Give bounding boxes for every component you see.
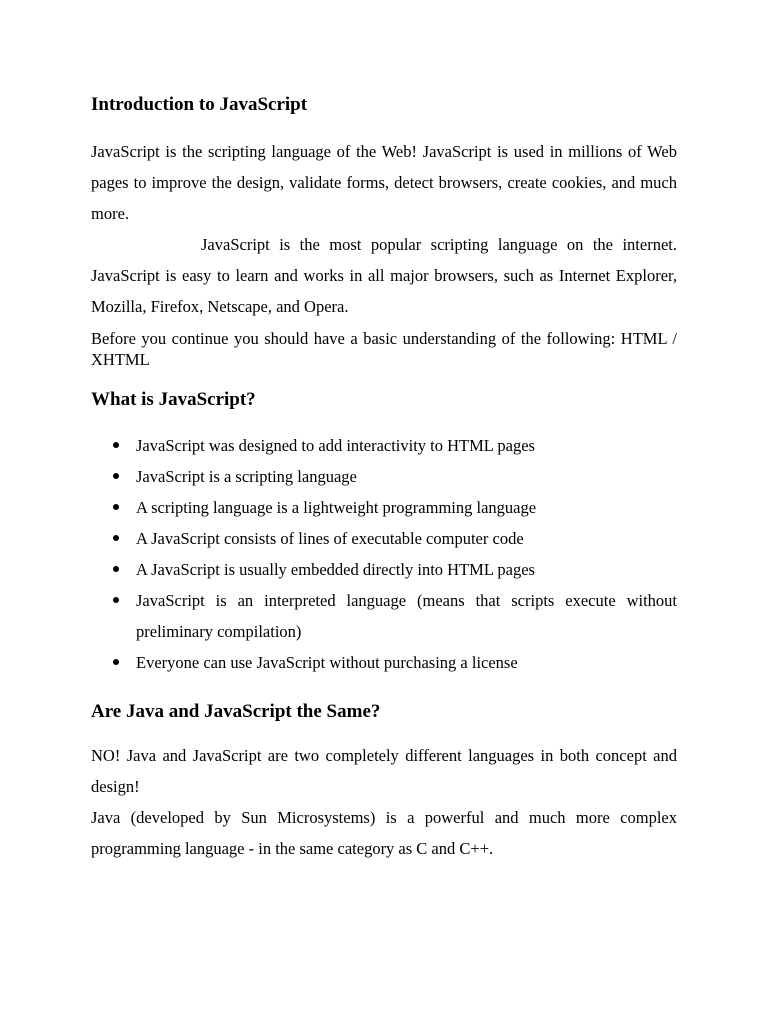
intro-paragraph-1: JavaScript is the scripting language of the Web! JavaScript is used in millions of Web pages to improve the design, validate forms, detect browsers, create cookies, and much more.	[91, 142, 677, 223]
bullet-icon	[113, 473, 119, 479]
bullet-item	[91, 461, 677, 492]
bullet-icon	[113, 504, 119, 510]
same-heading: Are Java and JavaScript the Same?	[91, 701, 381, 722]
bullet-item	[91, 492, 677, 523]
what-heading: What is JavaScript?	[91, 389, 256, 410]
bullet-text: Everyone can use JavaScript without purchasing a license	[136, 653, 518, 672]
bullet-icon	[113, 597, 119, 603]
bullet-text: A JavaScript is usually embedded directly into HTML pages	[136, 560, 535, 579]
bullet-text: JavaScript is a scripting language	[136, 467, 357, 486]
bullet-item	[91, 430, 677, 461]
bullet-text: JavaScript was designed to add interactivity to HTML pages	[136, 436, 535, 455]
bullet-item	[91, 523, 677, 554]
intro-heading: Introduction to JavaScript	[91, 94, 308, 115]
bullet-item	[91, 647, 677, 678]
bullet-icon	[113, 659, 119, 665]
bullet-item	[91, 554, 677, 585]
bullet-icon	[113, 535, 119, 541]
intro-paragraph-2: JavaScript is the most popular scripting language on the internet. JavaScript is easy to learn and works in all major browsers, such as Internet Explorer, Mozilla, Firefox, Netscape, and Opera.	[91, 235, 677, 316]
bullet-text: JavaScript is an interpreted language (means that scripts execute without preliminary compilation)	[136, 591, 677, 641]
bullet-item	[91, 585, 677, 647]
bullet-text: A scripting language is a lightweight programming language	[136, 498, 537, 517]
bullet-text: A JavaScript consists of lines of executable computer code	[136, 529, 524, 548]
what-bullet-list	[91, 430, 677, 678]
intro-paragraph-3: Before you continue you should have a basic understanding of the following: HTML / XHTML	[91, 329, 677, 369]
bullet-icon	[113, 566, 119, 572]
same-paragraph-2: Java (developed by Sun Microsystems) is a powerful and much more complex programming language - in the same category as C and C++.	[91, 808, 677, 858]
bullet-icon	[113, 442, 119, 448]
same-paragraph-1: NO! Java and JavaScript are two completely different languages in both concept and design!	[91, 746, 677, 796]
